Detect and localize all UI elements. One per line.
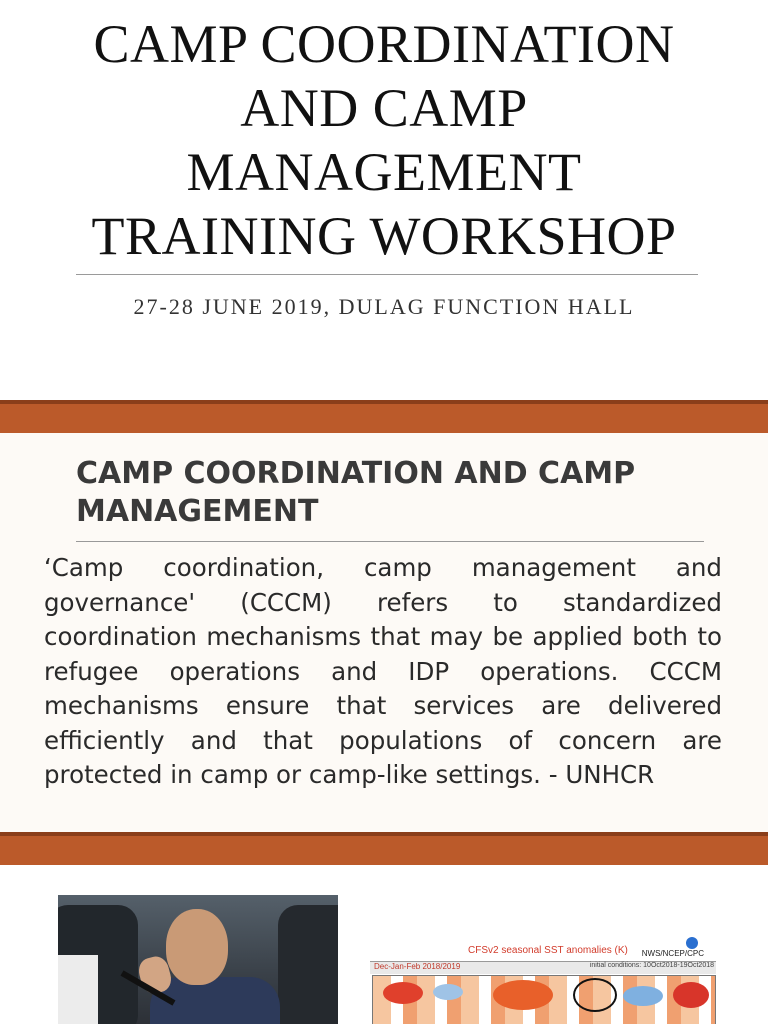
sst-anomaly-map [364,937,722,1024]
band-top-edge [0,832,768,836]
images-slide [0,865,768,1024]
slide-title [0,12,768,268]
heading-divider [76,541,704,542]
slide-separator-band [0,832,768,865]
speaker-photo [58,895,338,1024]
title-slide [0,0,768,392]
section-heading: CAMP COORDINATION AND CAMP MANAGEMENT [76,456,636,529]
definition-slide [0,433,768,832]
title-line: AND CAMP [240,78,528,138]
anomaly-circle [573,978,617,1012]
map-agency: NWS/NCEP/CPC [641,949,704,958]
slide-subtitle: 27-28 JUNE 2019, DULAG FUNCTION HALL [133,294,635,319]
anomaly-cool [623,986,663,1006]
band-top-edge [0,400,768,404]
noaa-logo-icon [686,937,698,949]
title-line: MANAGEMENT [186,142,582,202]
anomaly-warm [673,982,709,1008]
title-divider [76,274,698,275]
anomaly-cool [433,984,463,1000]
map-initial-conditions: initial conditions: 10Oct2018-19Oct2018 [589,962,714,969]
person-shirt [58,955,98,1024]
anomaly-warm [383,982,423,1004]
title-line: CAMP COORDINATION [93,14,675,74]
map-plot-area [372,975,716,1024]
title-line: TRAINING WORKSHOP [91,206,677,266]
map-period: Dec-Jan-Feb 2018/2019 [374,962,461,971]
slide-separator-band [0,400,768,433]
speaker-head [166,909,228,985]
anomaly-warm [493,980,553,1010]
definition-paragraph: ‘Camp coordination, camp management and governance' (CCCM) refers to standardized coordination mechanisms that may be applied both to refugee operations and IDP operations. CCCM mechanisms ensure that services are delivered efficiently and that populations of concern are protected in camp or camp-like settings. - UNHCR [44,553,722,789]
chair [278,905,338,1024]
map-title: CFSv2 seasonal SST anomalies (K) [468,945,628,956]
